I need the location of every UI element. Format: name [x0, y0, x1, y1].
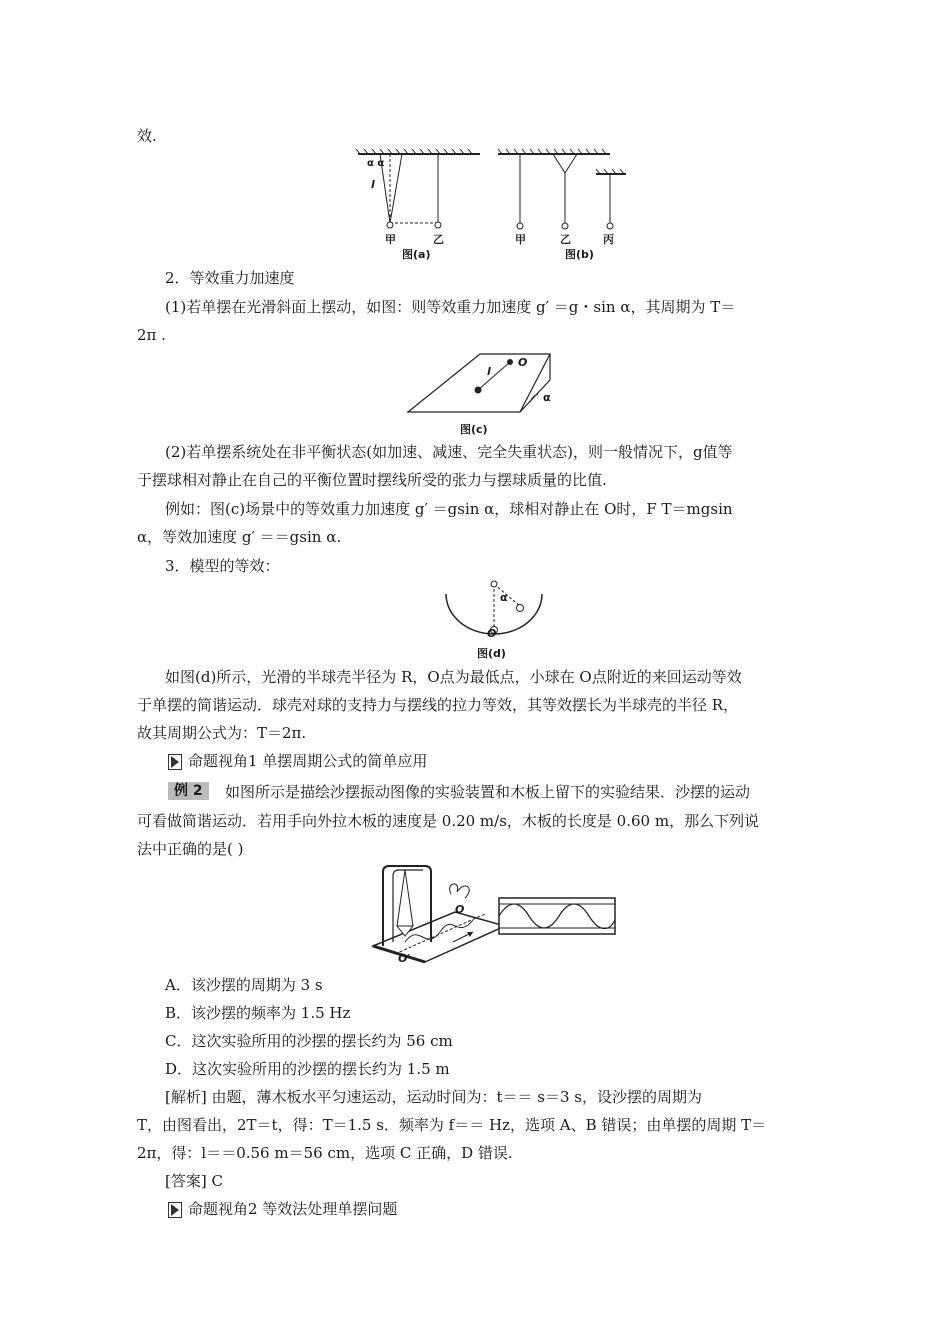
text-line: (1)若单摆在光滑斜面上摆动，如图：则等效重力加速度 g′ ＝g・sin α，其周期为 T＝	[165, 298, 736, 316]
text-line: (2)若单摆系统处在非平衡状态(如加速、减速、完全失重状态)，则一般情况下，g值等	[165, 443, 733, 461]
text-line: 于单摆的简谐运动．球壳对球的支持力与摆线的拉力等效，其等效摆长为半球壳的半径 R，	[137, 696, 739, 714]
topic-view-2	[168, 1199, 397, 1219]
text-line: α，等效加速度 g′ ＝＝gsin α.	[137, 528, 342, 546]
solution-line: T，由图看出，2T＝t，得：T＝1.5 s．频率为 f＝＝ Hz，选项 A、B 错误；由单摆的周期 T＝	[137, 1116, 767, 1134]
option-b: B．该沙摆的频率为 1.5 Hz	[165, 1004, 351, 1022]
point-O-label: O	[455, 903, 465, 916]
label-jia: 甲	[515, 233, 526, 246]
answer-line: [答案] C	[165, 1172, 223, 1190]
label-jia: 甲	[385, 233, 396, 246]
topic-view-label: 命题视角1 单摆周期公式的简单应用	[188, 752, 428, 770]
point-O-label: O	[518, 356, 528, 369]
label-yi: 乙	[433, 233, 444, 246]
solution-line: [解析] 由题，薄木板水平匀速运动，运动时间为：t＝＝ s＝3 s，设沙摆的周期为	[165, 1088, 702, 1106]
section-heading: 2．等效重力加速度	[165, 269, 295, 287]
text-line: 如图(d)所示，光滑的半球壳半径为 R，O点为最低点，小球在 O点附近的来回运动等效	[165, 668, 742, 686]
play-icon	[168, 1202, 182, 1218]
caption-d: 图(d)	[477, 647, 506, 660]
length-label: l	[487, 365, 491, 378]
section-heading: 3．模型的等效：	[165, 557, 280, 575]
option-a: A．该沙摆的周期为 3 s	[165, 976, 323, 994]
play-icon	[168, 754, 182, 770]
text-line: 效.	[137, 127, 157, 145]
text-line: 可看做简谐运动．若用手向外拉木板的速度是 0.20 m/s，木板的长度是 0.60 m，那么下列说	[137, 812, 760, 830]
length-label: l	[371, 178, 375, 191]
caption-a: 图(a)	[402, 248, 431, 261]
topic-view-1	[168, 751, 427, 771]
option-c: C．这次实验所用的沙摆的摆长约为 56 cm	[165, 1032, 453, 1050]
option-d: D．这次实验所用的沙摆的摆长约为 1.5 m	[165, 1060, 450, 1078]
point-O-prime-label: O′	[398, 952, 411, 965]
text-line: 2π .	[137, 326, 166, 344]
text-line: 如图所示是描绘沙摆振动图像的实验装置和木板上留下的实验结果．沙摆的运动	[225, 783, 751, 801]
point-O-label: O	[487, 627, 497, 640]
figure-c-incline	[400, 350, 560, 420]
solution-line: 2π，得：l＝＝0.56 m＝56 cm，选项 C 正确，D 错误.	[137, 1144, 513, 1162]
text-line: 故其周期公式为：T＝2π.	[137, 724, 307, 742]
label-bing: 丙	[603, 233, 614, 246]
caption-b: 图(b)	[565, 248, 594, 261]
example-badge: 例 2	[168, 782, 209, 800]
caption-c: 图(c)	[460, 423, 488, 436]
alpha-label: α α	[367, 158, 385, 169]
text-line: 例如：图(c)场景中的等效重力加速度 g′ ＝gsin α，球相对静止在 O时，F T＝mgsin	[165, 500, 733, 518]
text-line: 法中正确的是( )	[137, 840, 244, 858]
alpha-label: α	[500, 591, 508, 604]
text-line: 于摆球相对静止在自己的平衡位置时摆线所受的张力与摆球质量的比值.	[137, 471, 607, 489]
topic-view-label: 命题视角2 等效法处理单摆问题	[188, 1200, 398, 1218]
label-yi: 乙	[560, 233, 571, 246]
alpha-label: α	[543, 391, 551, 404]
